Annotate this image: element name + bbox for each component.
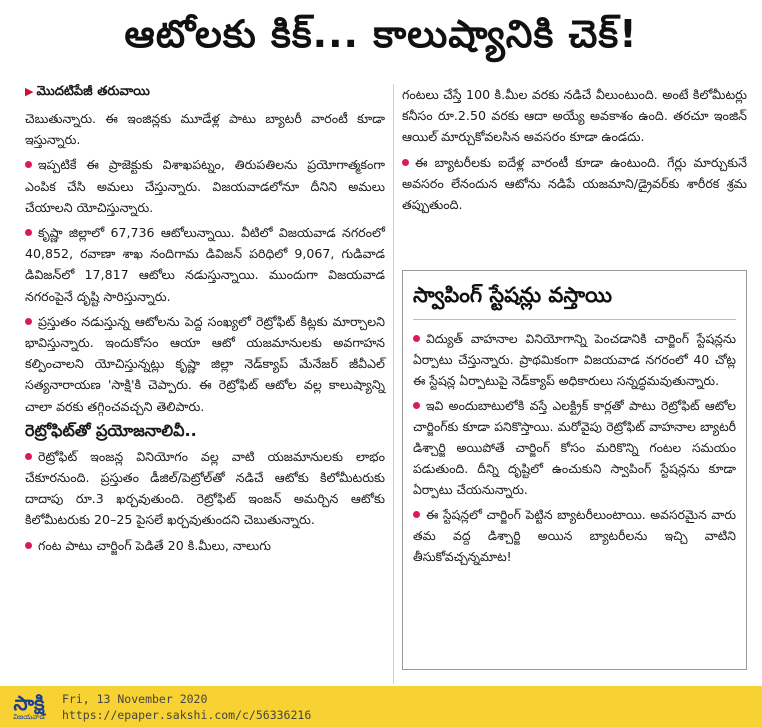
bullet-icon [25,161,32,168]
sidebar-box [402,270,747,670]
column-divider [393,84,394,684]
bullet-icon [413,402,420,409]
headline: ఆటోలకు కిక్... కాలుష్యానికి చెక్! [124,12,638,56]
source-url[interactable]: https://epaper.sakshi.com/c/56336216 [62,707,312,722]
footer-bar [0,686,762,727]
box-title: స్వాపింగ్ స్టేషన్లు వస్తాయి [413,283,736,320]
article-paragraph: ఈ బ్యాటరీలకు ఐదేళ్ల వారంటీ కూడా ఉంటుంది. గేర్లు మార్చుకునే అవసరం లేనందున ఆటోను నడిపే యజమాని/డ్రైవర్‌కు శారీరక శ్రమ తప్పుతుంది. [402,154,747,213]
bullet-icon [413,335,420,342]
box-paragraph: విద్యుత్ వాహనాల వినియోగాన్ని పెంచడానికి చార్జింగ్ స్టేషన్లను ఏర్పాటు చేస్తున్నారు. ప్రాథమికంగా విజయవాడ నగరంలో 40 చోట్ల ఈ స్టేషన్ల ఏర్పాటుపై నెడ్‌క్యాప్ అధికారులు సన్నద్ధమవుతున్నారు. [413,331,736,388]
publication-date: Fri, 13 November 2020 [62,691,208,706]
triangle-marker-icon: ▶ [25,85,34,98]
article-paragraph: రెట్రోఫిట్ ఇంజన్ల వినియోగం వల్ల వాటి యజమానులకు లాభం చేకూరనుంది. ప్రస్తుతం డీజిల్/పెట్రోల్‌తో నడిచే ఆటోకు కిలోమీటరుకు దాదాపు రూ.3 ఖర్చవుతుంది. రెట్రోఫిట్ ఇంజన్ అమర్చిన ఆటోకు కిలోమీటరుకు 20–25 పైసలే ఖర్చవుతుందని చెబుతున్నారు. [25,448,385,528]
article-paragraph: ప్రస్తుతం నడుస్తున్న ఆటోలను పెద్ద సంఖ్యలో రెట్రోఫిట్ కిట్లకు మార్చాలని భావిస్తున్నారు. ఇందుకోసం ఆయా ఆటో యజమానులకు అవగాహన కల్పించాలని యోచిస్తున్నట్లు కృష్ణా జిల్లా నెడ్‌క్యాప్ మేనేజర్ జీవీఎల్ సత్యనారాయణ 'సాక్షి'కి చెప్పారు. ఈ రెట్రోఫిట్ ఆటోల వల్ల కాలుష్యాన్ని చాలా వరకు తగ్గించవచ్చని తెలిపారు. [25,313,385,414]
bullet-icon [25,229,32,236]
box-paragraph: ఇవి అందుబాటులోకి వస్తే ఎలక్ట్రిక్ కార్లతో పాటు రెట్రోఫిట్ ఆటోల చార్జింగ్‌కు కూడా పనికొస్తాయి. మరోవైపు రెట్రోఫిట్ వాహనాల బ్యాటరీ డిశ్చార్జి అయిపోతే చార్జింగ్ కోసం మరికొన్ని గంటల సమయం పడుతుంది. దీన్ని దృష్టిలో ఉంచుకుని స్వాపింగ్ స్టేషన్లను కూడా ఏర్పాటు చేయనున్నారు. [413,398,736,497]
left-column [25,84,385,560]
bullet-icon [413,511,420,518]
kicker-text: మొదటిపేజీ తరువాయి [36,84,150,99]
continuation-kicker [25,84,385,102]
footer-meta [62,691,311,723]
right-column [402,84,747,219]
article-paragraph: చెబుతున్నారు. ఈ ఇంజిన్లకు మూడేళ్ల పాటు బ్యాటరీ వారంటీ కూడా ఇస్తున్నారు. [25,111,385,148]
bullet-icon [25,453,32,460]
section-subhead: రెట్రోఫిట్‌తో ప్రయోజనాలివీ.. [25,420,197,440]
bullet-icon [402,159,409,166]
article-paragraph: గంటలు చేస్తే 100 కి.మీల వరకు నడిచే వీలుంటుంది. అంటే కిలోమీటర్లు కనీసం రూ.2.50 వరకు ఆదా అయ్యే అవకాశం ఉంది. తరచూ ఇంజిన్ ఆయిల్ మార్చుకోవలసిన అవసరం కూడా ఉండదు. [402,87,747,145]
article-paragraph: ఇప్పటికే ఈ ప్రాజెక్టుకు విశాఖపట్నం, తిరుపతిలను ప్రయోగాత్మకంగా ఎంపిక చేసి అమలు చేస్తున్నారు. విజయవాడలోనూ దీనిని అమలు చేయాలని యోచిస్తున్నారు. [25,157,385,215]
article-paragraph: కృష్ణా జిల్లాలో 67,736 ఆటోలున్నాయి. వీటిలో విజయవాడ నగరంలో 40,852, రవాణా శాఖ నందిగామ డివిజన్ పరిధిలో 9,067, గుడివాడ డివిజన్‌లో 17,817 ఆటోలు నడుస్తున్నాయి. ముందుగా విజయవాడ నగరంపైనే దృష్టి సారిస్తున్నారు. [25,225,385,304]
bullet-icon [25,542,32,549]
sakshi-logo[interactable] [6,690,52,723]
logo-subtext: విజయవాడ [13,712,45,721]
bullet-icon [25,318,32,325]
article-paragraph: గంట పాటు చార్జింగ్ పెడితే 20 కి.మీలు, నాలుగు [25,535,385,556]
box-paragraph: ఈ స్టేషన్లలో చార్జింగ్ పెట్టిన బ్యాటరీలుంటాయి. అవసరమైన వారు తమ వద్ద డిశ్చార్జి అయిన బ్యాటరీలను ఇచ్చి వాటిని తీసుకోవచ్చన్నమాట! [413,507,736,564]
logo-text: సాక్షి [13,690,45,715]
